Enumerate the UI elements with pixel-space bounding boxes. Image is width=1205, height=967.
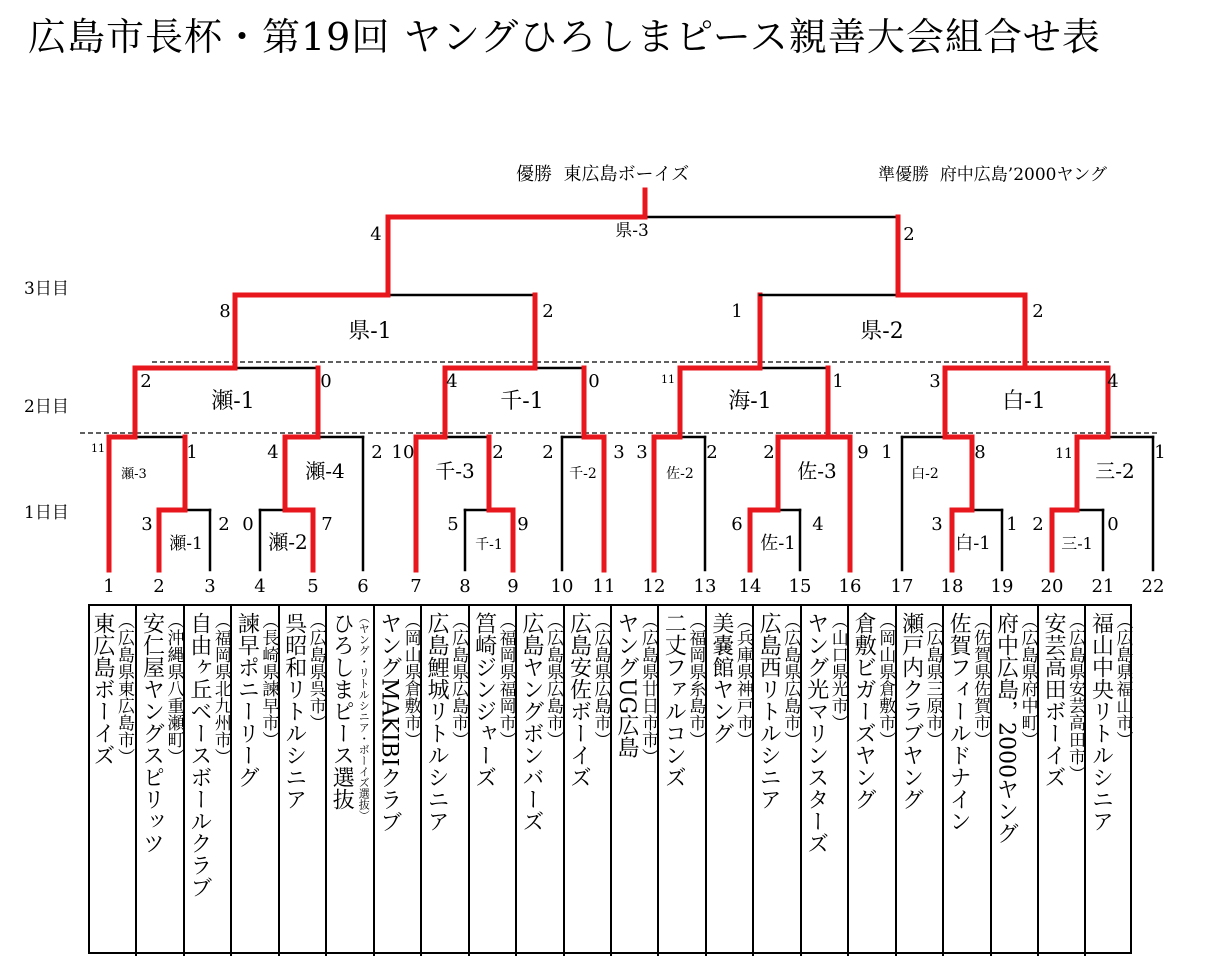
team-location: （福岡県北九州市） <box>210 612 231 765</box>
team-number: 21 <box>1091 576 1115 597</box>
score-label: 1 <box>881 442 893 463</box>
team-name: 広島鯉城リトルシニア <box>424 612 450 832</box>
score-label: 2 <box>492 442 504 463</box>
team-number: 16 <box>838 576 862 597</box>
team-name: ヤングMAKIBIクラブ <box>376 612 402 833</box>
team-location: （広島県廿日市市） <box>637 612 658 765</box>
team-location: （ヤング・リトルシニア・ボーイズ選抜） <box>357 612 371 821</box>
match-label: 海-1 <box>728 389 772 414</box>
team-name: 広島安佐ボーイズ <box>566 612 592 788</box>
team-column <box>563 606 612 956</box>
team-location: （佐賀県佐賀市） <box>970 612 991 748</box>
match-label: 佐-2 <box>666 466 694 482</box>
team-column <box>515 606 564 956</box>
team-number: 13 <box>693 576 717 597</box>
match-label: 瀬-3 <box>121 467 147 482</box>
team-location: （広島県三原市） <box>922 612 943 748</box>
score-label: 8 <box>219 301 231 322</box>
score-label: 4 <box>812 514 824 535</box>
team-column <box>1084 606 1133 956</box>
match-label: 佐-3 <box>797 459 837 483</box>
team-name: 広島西リトルシニア <box>756 612 782 810</box>
team-number: 4 <box>254 576 266 597</box>
team-location: （岡山県倉敷市） <box>400 612 421 748</box>
day-label-3: 3日目 <box>24 279 69 299</box>
champion-label: 優勝 <box>516 164 552 185</box>
score-label: 3 <box>931 514 943 535</box>
team-name: 府中広島，2000ヤング <box>993 612 1019 844</box>
team-column <box>752 606 801 956</box>
score-label: 2 <box>1032 514 1044 535</box>
match-label: 県-1 <box>348 319 392 344</box>
team-location: （広島県福山市） <box>1112 612 1133 748</box>
score-label: 4 <box>267 442 279 463</box>
team-number: 14 <box>738 576 762 597</box>
score-label: 11 <box>91 442 105 455</box>
team-location: （広島県安芸高田市） <box>1065 612 1085 782</box>
team-column <box>705 606 754 956</box>
team-location: （広島県広島市） <box>780 612 801 748</box>
match-label: 千-1 <box>500 389 544 414</box>
match-label: 千-1 <box>475 537 503 553</box>
team-name: 安芸高田ボーイズ <box>1041 612 1066 788</box>
team-number: 11 <box>592 576 616 597</box>
team-name: 筥崎ジンジャーズ <box>471 612 497 788</box>
team-column <box>420 606 469 956</box>
team-name: ヤング光マリンスターズ <box>803 612 829 854</box>
match-label: 白-1 <box>1002 389 1046 414</box>
page-title: 広島市長杯・第19回 ヤングひろしまピース親善大会組合せ表 <box>28 15 1101 59</box>
team-location: （山口県光市） <box>827 612 848 731</box>
score-label: 4 <box>446 371 458 392</box>
score-label: 5 <box>447 514 459 535</box>
score-label: 9 <box>517 514 529 535</box>
score-label: 0 <box>320 371 332 392</box>
team-location: （長崎県諫早市） <box>258 612 279 748</box>
team-location: （広島県呉市） <box>305 612 326 731</box>
match-label: 三-1 <box>1061 534 1093 553</box>
score-label: 7 <box>321 514 333 535</box>
match-label: 千-2 <box>569 466 597 482</box>
team-name: ひろしまピース選抜 <box>329 612 355 810</box>
team-number: 22 <box>1141 576 1165 597</box>
team-column <box>325 606 374 956</box>
match-label: 千-3 <box>435 459 475 483</box>
team-number: 5 <box>307 576 319 597</box>
team-column <box>135 606 184 956</box>
score-label: 4 <box>370 224 382 245</box>
team-number: 1 <box>103 576 115 597</box>
team-number: 18 <box>940 576 964 597</box>
score-label: 11 <box>1055 446 1073 462</box>
team-column <box>657 606 706 956</box>
score-label: 2 <box>903 224 915 245</box>
score-label: 2 <box>140 371 152 392</box>
team-number: 6 <box>357 576 369 597</box>
team-name: 美嚢館ヤング <box>708 612 734 744</box>
team-column <box>610 606 659 956</box>
score-label: 9 <box>857 442 869 463</box>
score-label: 3 <box>636 442 648 463</box>
team-name: 二丈ファルコンズ <box>661 612 687 788</box>
score-label: 1 <box>832 371 844 392</box>
day-label-2: 2日目 <box>24 397 69 417</box>
team-name: 佐賀フィールドナイン <box>946 612 972 832</box>
team-number: 19 <box>990 576 1014 597</box>
team-location: （福岡県糸島市） <box>685 612 706 748</box>
score-label: 3 <box>613 442 625 463</box>
score-label: 1 <box>731 301 743 322</box>
score-label: 1 <box>186 442 198 463</box>
team-number: 8 <box>459 576 471 597</box>
score-label: 0 <box>1107 514 1119 535</box>
score-label: 2 <box>542 301 554 322</box>
team-name: ヤングUG広島 <box>613 612 639 759</box>
score-label: 10 <box>391 442 415 463</box>
team-name: 安仁屋ヤングスピリッツ <box>139 612 165 854</box>
score-label: 6 <box>731 514 743 535</box>
score-label: 8 <box>974 442 986 463</box>
team-column <box>278 606 327 956</box>
team-name: 呉昭和リトルシニア <box>281 612 307 810</box>
team-location: （広島県東広島市） <box>114 612 134 765</box>
team-column <box>800 606 849 956</box>
team-name: 東広島ボーイズ <box>90 612 115 766</box>
team-location: （広島県広島市） <box>590 612 611 748</box>
match-label: 瀬-4 <box>305 459 345 483</box>
team-column <box>847 606 896 956</box>
team-name: 瀬戸内クラブヤング <box>898 612 924 810</box>
team-location: （岡山県倉敷市） <box>875 612 896 748</box>
team-number: 12 <box>642 576 666 597</box>
team-column <box>183 606 232 956</box>
match-label: 瀬-1 <box>169 534 203 554</box>
team-location: （兵庫県神戸市） <box>732 612 753 748</box>
score-label: 0 <box>242 514 254 535</box>
team-name: 広島ヤングボンバーズ <box>519 612 545 832</box>
team-number: 9 <box>507 576 519 597</box>
team-location: （広島県広島市） <box>543 612 564 748</box>
team-column <box>373 606 422 956</box>
score-label: 1 <box>1006 514 1018 535</box>
match-label: 県-2 <box>860 319 904 344</box>
match-label: 佐-1 <box>760 533 796 554</box>
team-column <box>990 606 1039 956</box>
team-location: （広島県府中町） <box>1017 612 1038 748</box>
score-label: 3 <box>929 371 941 392</box>
score-label: 1 <box>1154 442 1166 463</box>
runner-up-label: 準優勝 <box>878 165 929 185</box>
match-label: 県-3 <box>615 221 649 241</box>
team-location: （福岡県福岡市） <box>495 612 516 748</box>
team-column <box>468 606 517 956</box>
team-column <box>230 606 279 956</box>
champion-team: 東広島ボーイズ <box>563 164 690 185</box>
runner-up-team: 府中広島’2000ヤング <box>939 165 1107 185</box>
team-number: 7 <box>410 576 422 597</box>
team-name: 諫早ポニーリーグ <box>234 612 260 788</box>
score-label: 2 <box>1032 301 1044 322</box>
team-number: 2 <box>153 576 165 597</box>
match-label: 白-1 <box>955 533 991 554</box>
team-number: 3 <box>204 576 216 597</box>
score-label: 0 <box>588 371 600 392</box>
day-label-1: 1日目 <box>24 503 69 523</box>
team-location: （沖縄県八重瀬町） <box>163 612 184 765</box>
team-number: 17 <box>890 576 914 597</box>
match-label: 三-2 <box>1095 459 1135 483</box>
team-number: 10 <box>550 576 574 597</box>
score-label: 2 <box>706 442 718 463</box>
score-label: 4 <box>1107 371 1119 392</box>
team-number: 20 <box>1040 576 1064 597</box>
team-column <box>895 606 944 956</box>
score-label: 2 <box>763 442 775 463</box>
score-label: 3 <box>141 514 153 535</box>
score-label: 2 <box>542 442 554 463</box>
score-label: 11 <box>661 373 675 386</box>
team-name: 自由ヶ丘ベースボールクラブ <box>186 612 212 898</box>
score-label: 2 <box>218 514 230 535</box>
team-column <box>88 606 135 956</box>
match-label: 白-2 <box>911 466 939 482</box>
team-number: 15 <box>788 576 812 597</box>
team-name: 福山中央リトルシニア <box>1088 612 1114 832</box>
team-column <box>1037 606 1086 956</box>
score-label: 2 <box>371 442 383 463</box>
team-location: （広島県広島市） <box>448 612 469 748</box>
team-name: 倉敷ビガーズヤング <box>851 612 877 810</box>
match-label: 瀬-2 <box>268 530 308 554</box>
team-column <box>942 606 991 956</box>
match-label: 瀬-1 <box>211 389 255 414</box>
